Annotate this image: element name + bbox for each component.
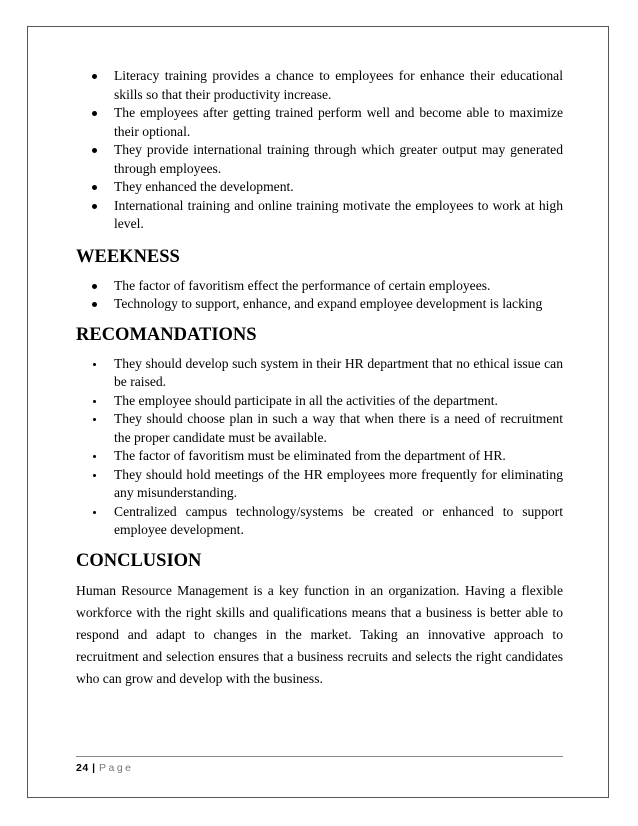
page-label: Page	[98, 762, 134, 774]
list-item: They should hold meetings of the HR employees more frequently for eliminating any misunderstanding.	[76, 466, 563, 503]
footer-separator: |	[92, 762, 96, 774]
strengths-list	[76, 67, 563, 234]
list-item: Technology to support, enhance, and expand employee development is lacking	[76, 295, 563, 314]
recommendations-heading: RECOMANDATIONS	[76, 324, 257, 345]
page-content	[76, 62, 563, 690]
weakness-heading: WEEKNESS	[76, 246, 180, 267]
list-item: They should develop such system in their HR department that no ethical issue can be raised.	[76, 355, 563, 392]
list-item: The employee should participate in all the activities of the department.	[76, 392, 563, 411]
list-item: The employees after getting trained perform well and become able to maximize their optional.	[76, 104, 563, 141]
page-footer	[76, 762, 134, 774]
list-item: International training and online training motivate the employees to work at high level.	[76, 197, 563, 234]
footer-divider	[76, 756, 563, 757]
list-item: Centralized campus technology/systems be created or enhanced to support employee development.	[76, 503, 563, 540]
recommendations-list	[76, 355, 563, 540]
list-item: They provide international training through which greater output may generated through employees.	[76, 141, 563, 178]
conclusion-paragraph: Human Resource Management is a key function in an organization. Having a flexible workforce with the right skills and qualifications means that a business is better able to respond and adapt to changes in the market. Taking an innovative approach to recruitment and selection ensures that a business recruits and selects the right candidates who can grow and develop with the business.	[76, 582, 563, 686]
list-item: The factor of favoritism effect the performance of certain employees.	[76, 277, 563, 296]
conclusion-heading: CONCLUSION	[76, 550, 202, 571]
list-item: They should choose plan in such a way that when there is a need of recruitment the proper candidate must be available.	[76, 410, 563, 447]
list-item: Literacy training provides a chance to employees for enhance their educational skills so that their productivity increase.	[76, 67, 563, 104]
list-item: The factor of favoritism must be eliminated from the department of HR.	[76, 447, 563, 466]
list-item: They enhanced the development.	[76, 178, 563, 197]
page-number: 24	[76, 762, 89, 774]
weakness-list	[76, 277, 563, 314]
